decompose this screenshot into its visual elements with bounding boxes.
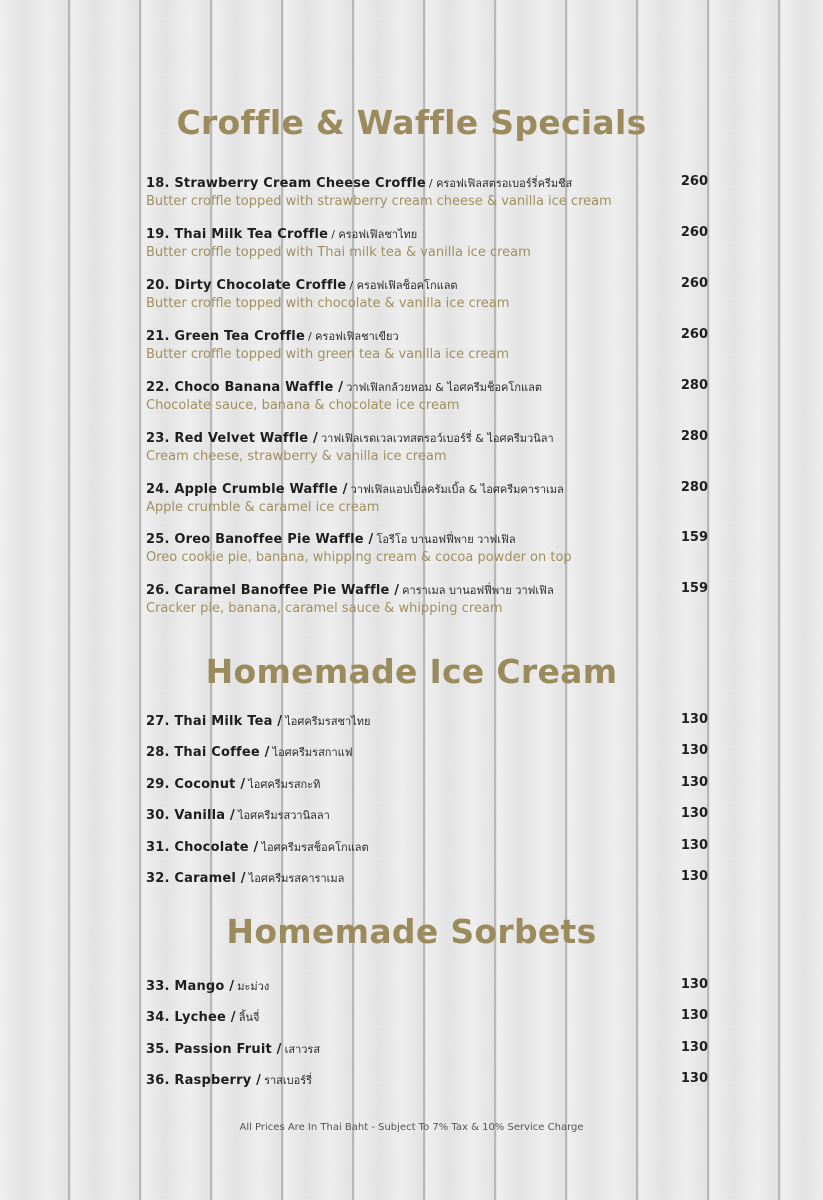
item-name: 29. Coconut / — [146, 777, 246, 792]
item-price: 260 — [680, 225, 708, 240]
item-price: 260 — [680, 174, 708, 189]
item-name: 28. Thai Coffee / — [146, 745, 270, 760]
item-name: 30. Vanilla / — [146, 808, 235, 823]
menu-item — [146, 1070, 708, 1088]
menu-item — [146, 976, 708, 994]
item-thai-name: ไอศครีมรสวานิลลา — [237, 809, 330, 822]
section-title-ice-cream: Homemade Ice Cream — [205, 652, 618, 691]
item-description: Butter croffle topped with strawberry cream cheese & vanilla ice cream — [146, 194, 612, 209]
item-thai-name: วาฟเฟิลเรดเวลเวทสตรอว์เบอร์รี่ & ไอศครีมวนิลา — [320, 432, 554, 445]
item-name: 22. Choco Banana Waffle / — [146, 380, 344, 395]
item-description: Chocolate sauce, banana & chocolate ice cream — [146, 398, 460, 413]
item-name: 34. Lychee / — [146, 1010, 236, 1025]
section-title-croffle-waffle: Croffle & Waffle Specials — [176, 103, 647, 142]
item-price: 130 — [680, 712, 708, 727]
item-price: 260 — [680, 276, 708, 291]
item-thai-name: ราสเบอร์รี่ — [264, 1074, 313, 1087]
item-thai-name: ไอศครีมรสช็อคโกแลต — [261, 841, 369, 854]
item-price: 280 — [680, 429, 708, 444]
item-price: 130 — [680, 743, 708, 758]
item-description: Butter croffle topped with chocolate & vanilla ice cream — [146, 296, 510, 311]
item-price: 130 — [680, 869, 708, 884]
section-title-sorbets: Homemade Sorbets — [226, 912, 597, 951]
item-price: 280 — [680, 480, 708, 495]
menu-item — [146, 837, 708, 855]
menu-item — [146, 742, 708, 760]
item-price: 159 — [680, 530, 708, 545]
item-name: 26. Caramel Banoffee Pie Waffle / — [146, 583, 400, 598]
item-description: Oreo cookie pie, banana, whipping cream & cocoa powder on top — [146, 550, 572, 565]
item-price: 130 — [680, 838, 708, 853]
item-name: 21. Green Tea Croffle — [146, 329, 305, 344]
item-price: 130 — [680, 1008, 708, 1023]
item-thai-name: / ครอฟเฟิลชาเขียว — [307, 330, 399, 343]
item-name: 19. Thai Milk Tea Croffle — [146, 227, 329, 242]
item-thai-name: ไอศครีมรสกาแฟ — [272, 746, 353, 759]
item-name: 32. Caramel / — [146, 871, 246, 886]
item-name: 20. Dirty Chocolate Croffle — [146, 278, 347, 293]
item-thai-name: วาฟเฟิลกล้วยหอม & ไอศครีมช็อคโกแลต — [346, 381, 542, 394]
item-thai-name: ไอศครีมรสคาราเมล — [248, 872, 345, 885]
menu-item — [146, 479, 708, 517]
item-thai-name: คาราเมล บานอฟฟี่พาย วาฟเฟิล — [402, 584, 554, 597]
item-thai-name: / ครอฟเฟิลชาไทย — [331, 228, 418, 241]
footer-note: All Prices Are In Thai Baht - Subject To 7% Tax & 10% Service Charge — [239, 1122, 584, 1133]
item-price: 159 — [680, 581, 708, 596]
item-name: 33. Mango / — [146, 979, 235, 994]
item-thai-name: โอรีโอ บานอฟฟี่พาย วาฟเฟิล — [376, 533, 516, 546]
menu-item — [146, 428, 708, 466]
item-price: 130 — [680, 1040, 708, 1055]
menu-item — [146, 580, 708, 618]
item-name: 36. Raspberry / — [146, 1073, 262, 1088]
item-price: 130 — [680, 977, 708, 992]
item-price: 130 — [680, 775, 708, 790]
item-price: 130 — [680, 1071, 708, 1086]
item-thai-name: / ครอฟเฟิลสตรอเบอร์รี่ครีมชีส — [428, 177, 573, 190]
menu-item — [146, 711, 708, 729]
item-price: 280 — [680, 378, 708, 393]
item-description: Butter croffle topped with Thai milk tea & vanilla ice cream — [146, 245, 531, 260]
item-thai-name: เสาวรส — [284, 1043, 321, 1056]
menu-item — [146, 805, 708, 823]
item-thai-name: ไอศครีมรสกะทิ — [248, 778, 321, 791]
item-thai-name: / ครอฟเฟิลช็อคโกแลต — [349, 279, 458, 292]
item-name: 31. Chocolate / — [146, 840, 259, 855]
menu-item — [146, 774, 708, 792]
item-thai-name: ไอศครีมรสชาไทย — [285, 715, 371, 728]
item-description: Cream cheese, strawberry & vanilla ice cream — [146, 449, 447, 464]
menu-item — [146, 529, 708, 567]
menu-item — [146, 377, 708, 415]
item-description: Butter croffle topped with green tea & vanilla ice cream — [146, 347, 510, 362]
item-name: 25. Oreo Banoffee Pie Waffle / — [146, 532, 374, 547]
menu-item — [146, 868, 708, 886]
item-thai-name: ลิ้นจี่ — [238, 1011, 260, 1024]
item-price: 260 — [680, 327, 708, 342]
menu-item — [146, 326, 708, 364]
item-price: 130 — [680, 806, 708, 821]
menu-item — [146, 173, 708, 211]
item-name: 24. Apple Crumble Waffle / — [146, 482, 348, 497]
menu-item — [146, 1007, 708, 1025]
item-thai-name: มะม่วง — [237, 980, 270, 993]
item-description: Apple crumble & caramel ice cream — [146, 500, 380, 515]
item-description: Cracker pie, banana, caramel sauce & whipping cream — [146, 601, 503, 616]
menu-item — [146, 275, 708, 313]
menu-item — [146, 1039, 708, 1057]
item-name: 27. Thai Milk Tea / — [146, 714, 283, 729]
item-name: 18. Strawberry Cream Cheese Croffle — [146, 176, 426, 191]
item-name: 23. Red Velvet Waffle / — [146, 431, 318, 446]
item-name: 35. Passion Fruit / — [146, 1042, 282, 1057]
item-thai-name: วาฟเฟิลแอปเปิ้ลครัมเบิ้ล & ไอศครีมคาราเมล — [350, 483, 564, 496]
menu-item — [146, 224, 708, 262]
